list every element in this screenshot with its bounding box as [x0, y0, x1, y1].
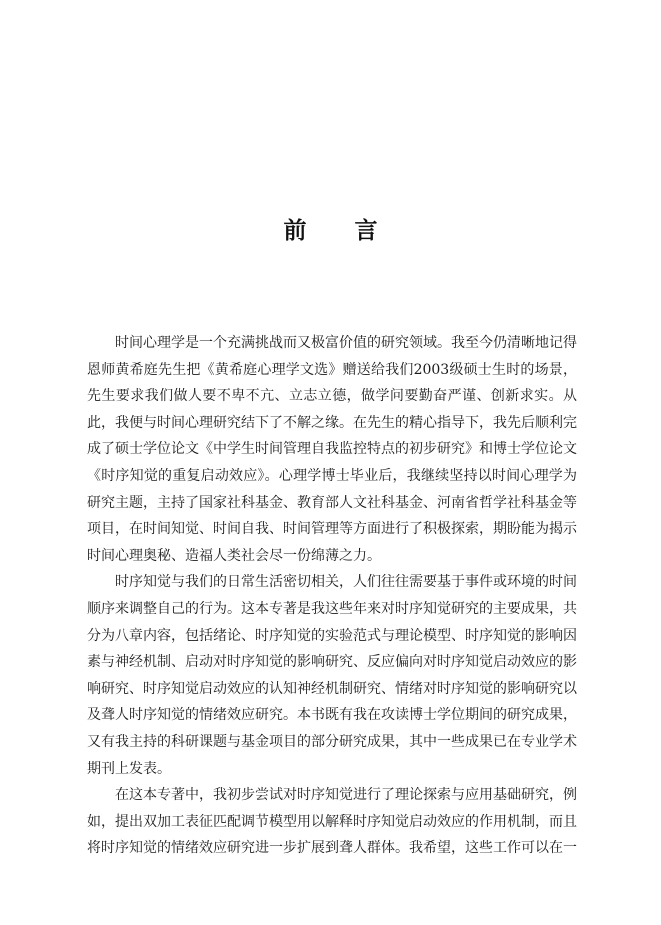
preface-body — [87, 330, 577, 862]
title-char-1: 前 — [283, 218, 307, 244]
page-title — [0, 212, 661, 245]
paragraph-3: 在这本专著中，我初步尝试对时序知觉进行了理论探索与应用基础研究，例如，提出双加工表征匹配调节模型用以解释时序知觉启动效应的作用机制，而且将时序知觉的情绪效应研究进一步扩展到聋人群体。我希望，这些工作可以在一 — [87, 787, 577, 857]
paragraph-1: 时间心理学是一个充满挑战而又极富价值的研究领域。我至今仍清晰地记得恩师黄希庭先生把《黄希庭心理学文选》赠送给我们2003级硕士生时的场景，先生要求我们做人要不卑不亢、立志立德，做学问要勤奋严谨、创新求实。从此，我便与时间心理研究结下了不解之缘。在先生的精心指导下，我先后顺利完成了硕士学位论文《中学生时间管理自我监控特点的初步研究》和博士学位论文《时序知觉的重复启动效应》。心理学博士毕业后，我继续坚持以时间心理学为研究主题，主持了国家社科基金、教育部人文社科基金、河南省哲学社科基金等项目，在时间知觉、时间自我、时间管理等方面进行了积极探索，期盼能为揭示时间心理奥秘、造福人类社会尽一份绵薄之力。 — [87, 335, 577, 564]
title-char-2: 言 — [354, 218, 378, 244]
paragraph-2: 时序知觉与我们的日常生活密切相关，人们往往需要基于事件或环境的时间顺序来调整自己的行为。这本专著是我这些年来对时序知觉研究的主要成果，共分为八章内容，包括绪论、时序知觉的实验范式与理论模型、时序知觉的影响因素与神经机制、启动对时序知觉的影响研究、反应偏向对时序知觉启动效应的影响研究、时序知觉启动效应的认知神经机制研究、情绪对时序知觉的影响研究以及聋人时序知觉的情绪效应研究。本书既有我在攻读博士学位期间的研究成果，又有我主持的科研课题与基金项目的部分研究成果，其中一些成果已在专业学术期刊上发表。 — [87, 574, 577, 777]
